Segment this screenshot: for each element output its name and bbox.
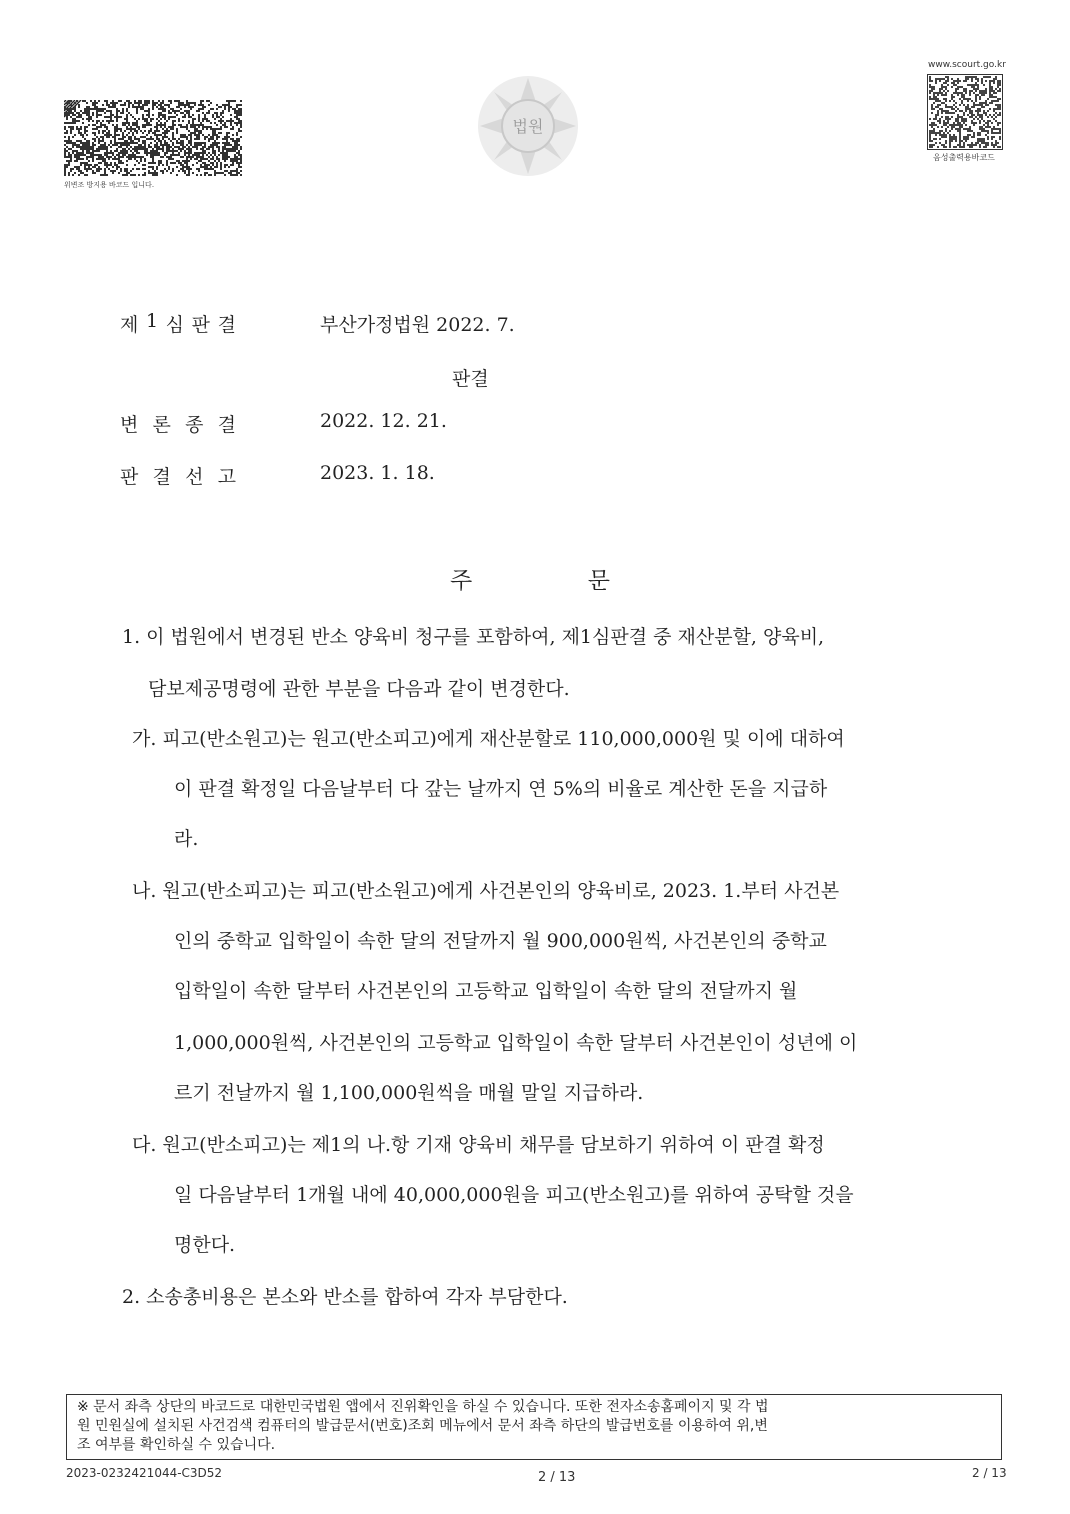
sentencing-value: 2023. 1. 18. bbox=[320, 462, 435, 484]
page-title: 주 문 bbox=[450, 568, 610, 594]
order-item-na-line-5: 르기 전날까지 월 1,100,000원씩을 매월 말일 지급하라. bbox=[174, 1082, 644, 1104]
sentencing-row bbox=[120, 462, 940, 492]
order-item-na-line-1: 나. 원고(반소피고)는 피고(반소원고)에게 사건본인의 양육비로, 2023. 1.부터 사건본 bbox=[132, 880, 840, 902]
qr-caption: 음성출력용바코드 bbox=[933, 153, 995, 162]
order-item-ga-line-2: 이 판결 확정일 다음날부터 다 갚는 날까지 연 5%의 비율로 계산한 돈을 지급하 bbox=[174, 778, 828, 800]
closing-label: 변 론 종 결 bbox=[120, 414, 236, 436]
order-item-na-line-4: 1,000,000원씩, 사건본인의 고등학교 입학일이 속한 달부터 사건본인이 성년에 이 bbox=[174, 1032, 858, 1054]
notice-line: 조 여부를 확인하실 수 있습니다. bbox=[77, 1437, 276, 1453]
notice-line: 원 민원실에 설치된 사건검색 컴퓨터의 발급문서(번호)조회 메뉴에서 문서 좌측 하단의 발급번호를 이용하여 위,변 bbox=[77, 1418, 768, 1434]
first-instance-row bbox=[120, 310, 940, 340]
sentencing-label: 판 결 선 고 bbox=[120, 466, 236, 488]
order-item-ga-line-1: 가. 피고(반소원고)는 원고(반소피고)에게 재산분할로 110,000,000원 및 이에 대하여 bbox=[132, 728, 845, 750]
order-item-da-line-1: 다. 원고(반소피고)는 제1의 나.항 기재 양육비 채무를 담보하기 위하여 이 판결 확정 bbox=[132, 1134, 825, 1156]
order-item-da-line-3: 명한다. bbox=[174, 1234, 236, 1256]
anti-forgery-barcode bbox=[64, 100, 242, 176]
first-instance-value-cont: 판결 bbox=[452, 368, 489, 390]
closing-row bbox=[120, 410, 940, 440]
closing-value: 2022. 12. 21. bbox=[320, 410, 447, 432]
notice-line: ※ 문서 좌측 상단의 바코드로 대한민국법원 앱에서 진위확인을 하실 수 있습니다. 또한 전자소송홈페이지 및 각 법 bbox=[77, 1399, 769, 1415]
verification-notice bbox=[66, 1394, 1002, 1460]
first-instance-label: 제 1 심 판 결 bbox=[120, 310, 236, 336]
barcode-caption: 위변조 방지용 바코드 입니다. bbox=[64, 181, 155, 189]
issuance-number: 2023-0232421044-C3D52 bbox=[66, 1466, 223, 1480]
page-number-right: 2 / 13 bbox=[972, 1466, 1007, 1480]
order-item-1-line-1: 1. 이 법원에서 변경된 반소 양육비 청구를 포함하여, 제1심판결 중 재산분할, 양육비, bbox=[122, 626, 825, 648]
page-number-center: 2 / 13 bbox=[538, 1470, 576, 1485]
voice-output-barcode bbox=[927, 74, 1003, 150]
order-item-1-line-2: 담보제공명령에 관한 부분을 다음과 같이 변경한다. bbox=[148, 678, 570, 700]
first-instance-value: 부산가정법원 2022. 7. bbox=[320, 314, 515, 336]
court-seal-icon bbox=[474, 72, 582, 180]
order-item-na-line-2: 인의 중학교 입학일이 속한 달의 전달까지 월 900,000원씩, 사건본인의 중학교 bbox=[174, 930, 827, 952]
order-item-da-line-2: 일 다음날부터 1개월 내에 40,000,000원을 피고(반소원고)를 위하여 공탁할 것을 bbox=[174, 1184, 854, 1206]
order-item-2-line-1: 2. 소송총비용은 본소와 반소를 합하여 각자 부담한다. bbox=[122, 1286, 568, 1308]
site-url: www.scourt.go.kr bbox=[928, 60, 1006, 70]
order-item-na-line-3: 입학일이 속한 달부터 사건본인의 고등학교 입학일이 속한 달의 전달까지 월 bbox=[174, 980, 798, 1002]
seal-text: 법원 bbox=[512, 117, 544, 136]
order-item-ga-line-3: 라. bbox=[174, 828, 199, 850]
